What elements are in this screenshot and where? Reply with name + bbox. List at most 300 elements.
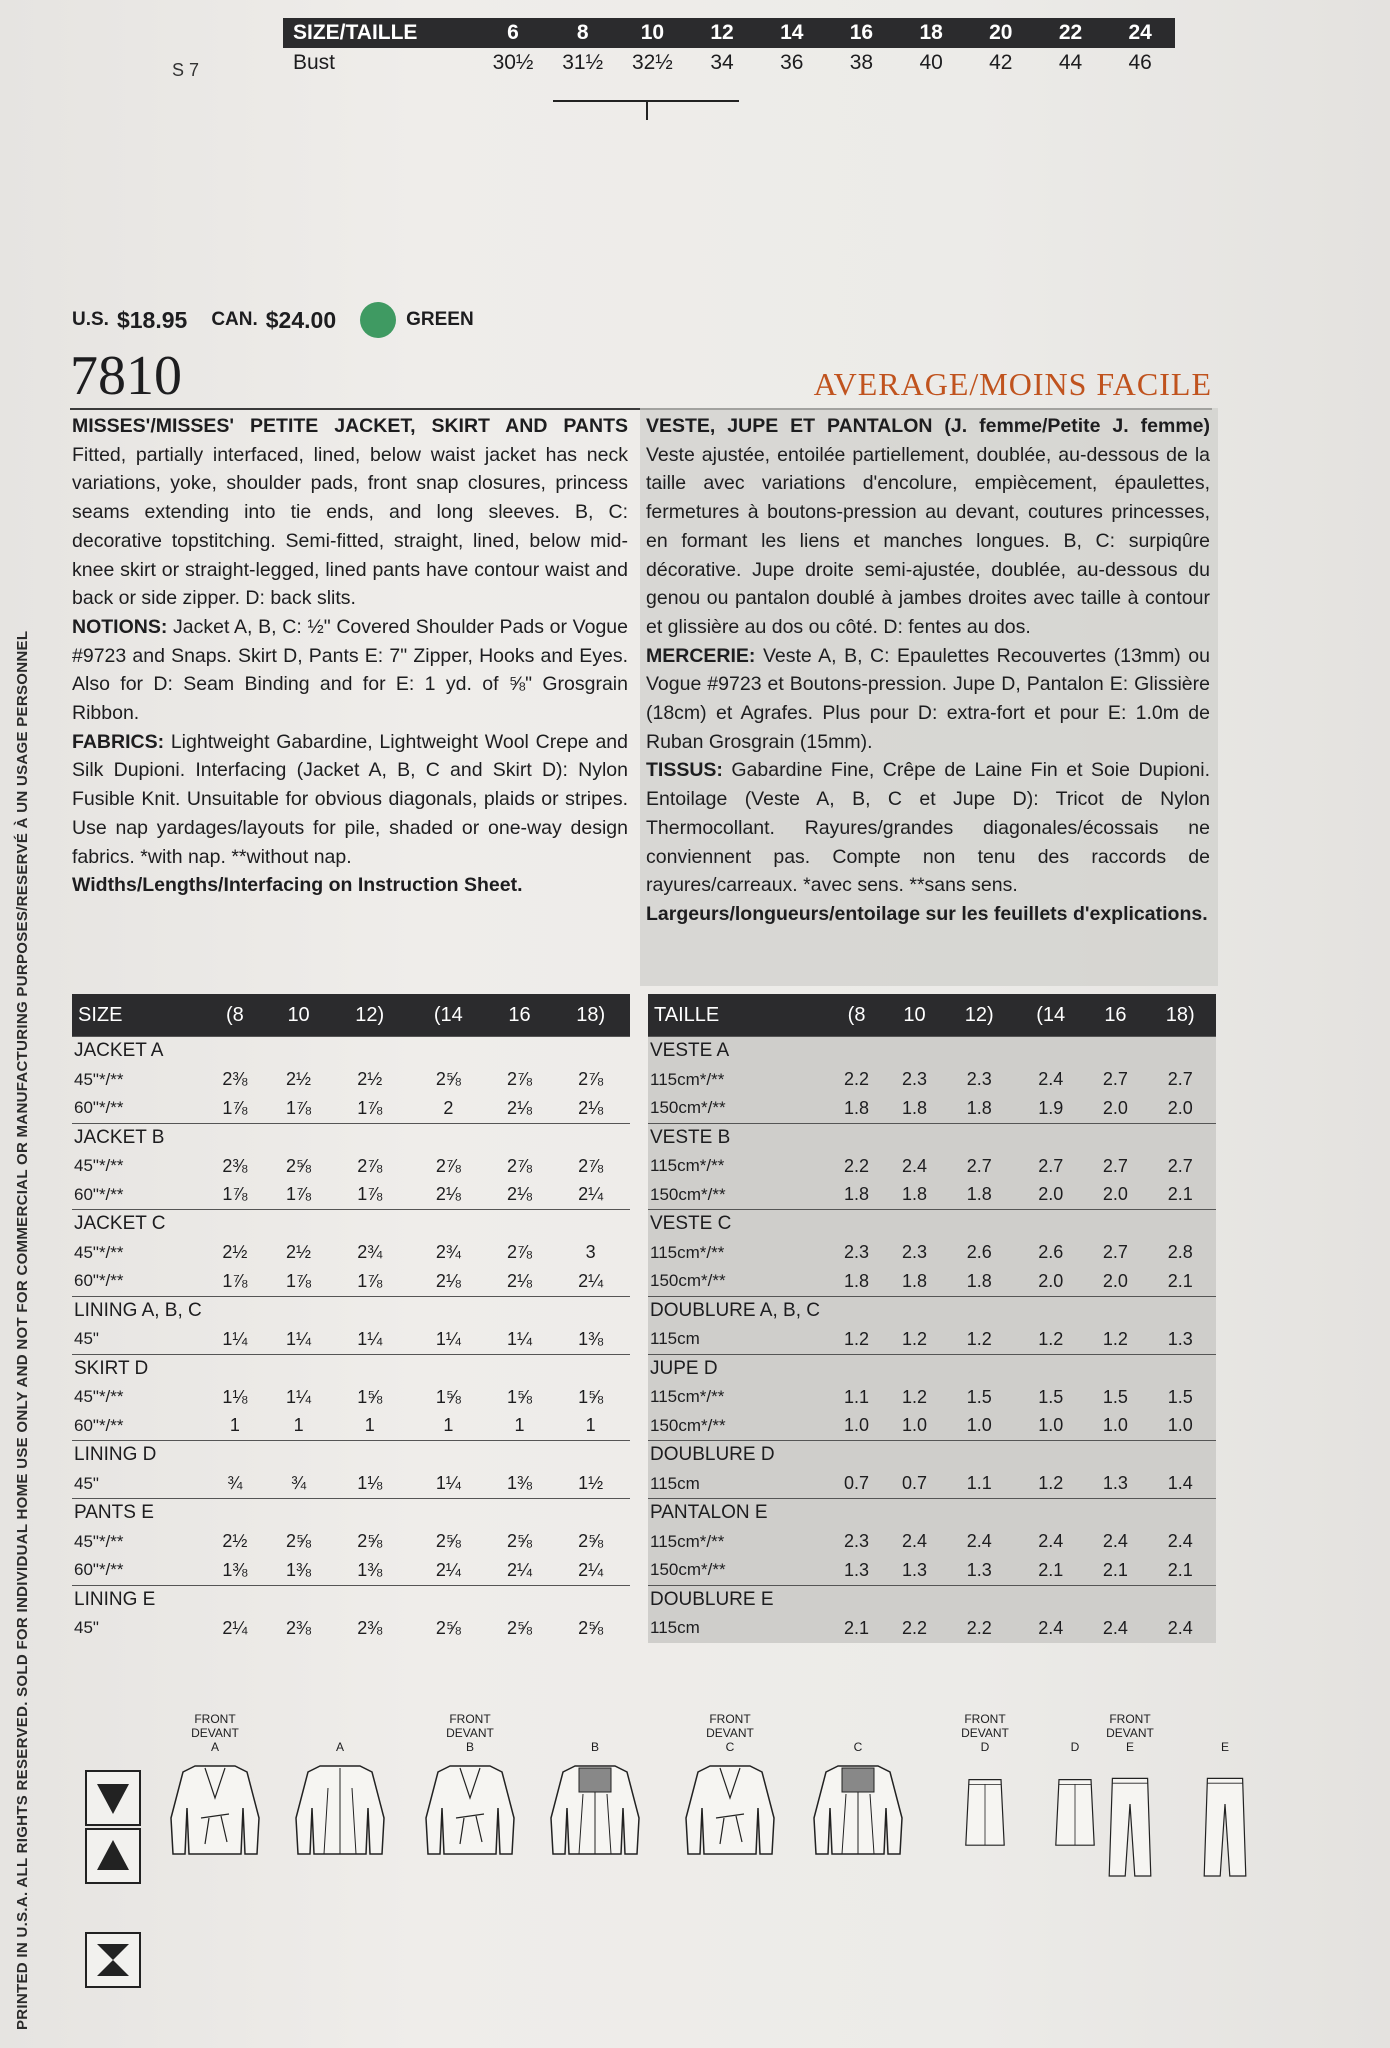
yardage-value: 2.1 xyxy=(1038,1559,1064,1580)
sketch-caption-line: A xyxy=(210,1740,219,1754)
yardage-value: 2⅝ xyxy=(506,1617,532,1638)
yardage-value: 1.0 xyxy=(1038,1415,1064,1436)
sketch-caption-line xyxy=(808,1726,908,1740)
yardage-group-label: LINING A, B, C xyxy=(72,1296,630,1325)
yardage-group-label: PANTALON E xyxy=(648,1499,1216,1528)
yardage-row xyxy=(648,1181,1216,1210)
yardage-row xyxy=(72,1325,630,1354)
yardage-group-label: JACKET C xyxy=(72,1210,630,1239)
yardage-value: 2.4 xyxy=(901,1155,927,1176)
yardage-value: 2¾ xyxy=(357,1242,383,1263)
yardage-value: 2.3 xyxy=(844,1531,870,1552)
yardage-value: 2⅞ xyxy=(578,1155,604,1176)
yardage-value: 1.0 xyxy=(844,1415,870,1436)
hourglass-icon xyxy=(85,1932,141,1988)
yardage-value: ¾ xyxy=(291,1473,307,1494)
yardage-value: 2⅛ xyxy=(506,1270,532,1291)
sketch-caption-line: E xyxy=(1220,1740,1229,1754)
yardage-value: 1⅛ xyxy=(222,1386,248,1407)
yardage-group-title xyxy=(648,1037,1216,1066)
bust-cell: 30½ xyxy=(492,51,534,74)
yardage-row xyxy=(72,1383,630,1412)
yardage-value: 2.7 xyxy=(966,1155,992,1176)
yardage-value: 2.4 xyxy=(1167,1531,1193,1552)
yardage-value: 1.1 xyxy=(966,1473,992,1494)
yardage-value: 2⅛ xyxy=(578,1097,604,1118)
yardage-row xyxy=(72,1267,630,1296)
size-cell: 22 xyxy=(1058,21,1083,44)
yardage-group-title xyxy=(648,1585,1216,1614)
yardage-value: 1.8 xyxy=(901,1097,927,1118)
sketch-caption-line: FRONT xyxy=(449,1712,491,1726)
yardage-group-title xyxy=(72,1499,630,1528)
yardage-group-label: LINING D xyxy=(72,1441,630,1470)
jacket-front-drawing xyxy=(680,1758,780,1862)
yardage-value: 2.3 xyxy=(966,1069,992,1090)
sketch-caption-line: FRONT xyxy=(1109,1712,1151,1726)
fabric-width-label: 60"*/** xyxy=(74,1415,124,1435)
sketch-caption xyxy=(808,1712,908,1758)
sketch-caption-line: D xyxy=(1070,1740,1080,1754)
yardage-value: 2.2 xyxy=(901,1617,927,1638)
instruction-note: Largeurs/longueurs/entoilage sur les feuillets d'explications. xyxy=(646,902,1208,925)
yardage-value: 1.0 xyxy=(1102,1415,1128,1436)
yardage-value: 2½ xyxy=(357,1069,383,1090)
yardage-value: 1.2 xyxy=(1038,1473,1064,1494)
fabric-width-label: 150cm*/** xyxy=(650,1184,726,1204)
yardage-header-cell: (14 xyxy=(1015,994,1087,1037)
yardage-value: 2.3 xyxy=(901,1069,927,1090)
fabric-width-label: 150cm*/** xyxy=(650,1560,726,1580)
pants-drawing xyxy=(1090,1758,1170,1898)
fabric-width-label: 115cm*/** xyxy=(650,1156,725,1176)
bust-cell: 38 xyxy=(849,51,874,74)
yardage-value: 2⅝ xyxy=(286,1531,312,1552)
yardage-row xyxy=(648,1412,1216,1441)
yardage-value: 2¼ xyxy=(222,1617,248,1638)
yardage-value: 1⅜ xyxy=(357,1559,383,1580)
us-price-label: U.S. xyxy=(72,309,109,330)
yardage-group-title xyxy=(72,1585,630,1614)
yardage-header-cell: 10 xyxy=(267,994,331,1037)
yardage-value: 2⅜ xyxy=(357,1617,383,1638)
sketch-caption-line xyxy=(1185,1712,1265,1726)
yardage-value: 2.0 xyxy=(1167,1097,1193,1118)
yardage-value: 2.7 xyxy=(1167,1069,1193,1090)
yardage-value: 2⅞ xyxy=(506,1069,532,1090)
yardage-value: 2.4 xyxy=(1102,1531,1128,1552)
yardage-value: 2⅛ xyxy=(435,1270,461,1291)
price-block xyxy=(72,302,482,338)
yardage-value: 2⅝ xyxy=(435,1069,461,1090)
sketch-caption-line: FRONT xyxy=(709,1712,751,1726)
size-cell: 20 xyxy=(989,21,1013,44)
yardage-header-cell: 18) xyxy=(1144,994,1216,1037)
yardage-value: 1 xyxy=(364,1415,375,1436)
yardage-value: 1.5 xyxy=(966,1386,992,1407)
yardage-value: 2.4 xyxy=(901,1531,927,1552)
yardage-row xyxy=(648,1239,1216,1268)
sketch-caption xyxy=(680,1712,780,1758)
difficulty-label: AVERAGE/MOINS FACILE xyxy=(813,366,1212,402)
size-cell: 14 xyxy=(780,21,804,44)
yardage-value: 2⅞ xyxy=(578,1069,604,1090)
yardage-value: 1¼ xyxy=(435,1473,461,1494)
yardage-value: 2.0 xyxy=(1102,1184,1128,1205)
yardage-value: 1 xyxy=(229,1415,240,1436)
yardage-value: 1.8 xyxy=(901,1270,927,1291)
yardage-value: 1.2 xyxy=(901,1328,927,1349)
yardage-value: 2⅞ xyxy=(506,1242,532,1263)
yardage-value: 2⅜ xyxy=(286,1617,312,1638)
yardage-value: 2¼ xyxy=(578,1270,604,1291)
yardage-value: 1¼ xyxy=(506,1328,532,1349)
cutting-symbols xyxy=(85,1770,140,1990)
yardage-value: 1⅞ xyxy=(357,1097,383,1118)
yardage-value: 1.3 xyxy=(901,1559,927,1580)
sketch-caption-line: D xyxy=(980,1740,990,1754)
fabric-width-label: 45"*/** xyxy=(74,1242,124,1262)
yardage-value: 1.8 xyxy=(844,1184,870,1205)
fabric-width-label: 60"*/** xyxy=(74,1560,124,1580)
yardage-header-cell: SIZE xyxy=(72,994,203,1037)
fabric-width-label: 115cm*/** xyxy=(650,1387,725,1407)
size-cell: 6 xyxy=(507,21,519,44)
yardage-value: 1⅛ xyxy=(357,1473,383,1494)
yardage-group-label: LINING E xyxy=(72,1585,630,1614)
yardage-value: 2 xyxy=(443,1097,454,1118)
yardage-value: 1⅞ xyxy=(286,1097,312,1118)
yardage-row xyxy=(648,1152,1216,1181)
fabric-width-label: 115cm*/** xyxy=(650,1242,725,1262)
yardage-value: 2⅝ xyxy=(286,1155,312,1176)
bust-cell: 40 xyxy=(919,51,943,74)
size-chart-header xyxy=(283,18,1175,48)
yardage-value: 2⅝ xyxy=(506,1531,532,1552)
yardage-value: 1⅜ xyxy=(222,1559,248,1580)
yardage-header-cell: (14 xyxy=(409,994,488,1037)
yardage-value: 2⅞ xyxy=(357,1155,383,1176)
garment-sketch xyxy=(420,1712,520,1862)
description-body: Veste ajustée, entoilée partiellement, doublée, au-dessous de la taille avec variations d'encolure, empiècement, épaulettes, fermetures à boutons-pression au devant, coutures princesses, en formant les liens et manches longues. B, C: surpiqûre décorative. Jupe droite semi-ajustée, doublée, au-dessous du genou ou pantalon doublé à jambes droites avec taille à contour et glissière au dos ou côté. D: fentes au dos. xyxy=(646,443,1210,638)
bust-row xyxy=(283,48,1175,78)
yardage-group-label: VESTE B xyxy=(648,1123,1216,1152)
yardage-row xyxy=(648,1066,1216,1095)
fabrics-label: FABRICS: xyxy=(72,730,165,753)
yardage-group-label: DOUBLURE E xyxy=(648,1585,1216,1614)
description-title: VESTE, JUPE ET PANTALON (J. femme/Petite J. femme) xyxy=(646,415,1210,437)
yardage-value: 1.3 xyxy=(844,1559,870,1580)
yardage-value: 2.2 xyxy=(966,1617,992,1638)
yardage-value: 1.0 xyxy=(901,1415,927,1436)
yardage-value: 2.3 xyxy=(901,1242,927,1263)
size-range-mark: S 7 xyxy=(172,60,200,80)
yardage-value: 1¼ xyxy=(222,1328,248,1349)
yardage-value: 1 xyxy=(514,1415,525,1436)
fabric-width-label: 45" xyxy=(74,1329,99,1349)
sketch-caption-line xyxy=(545,1726,645,1740)
fabrics-text: Gabardine Fine, Crêpe de Laine Fin et Soie Dupioni. Entoilage (Veste A, B, C et Jupe D): Tricot de Nylon Thermocollant. Rayures/grandes diagonales/écossais ne conviennent pas. Compte non tenu des raccords de rayures/carreaux. *avec sens. **sans sens. xyxy=(646,759,1210,897)
sketch-caption xyxy=(1185,1712,1265,1758)
notions-text: Veste A, B, C: Epaulettes Recouvertes (13mm) ou Vogue #9723 et Boutons-pression. Jupe D, Pantalon E: Glissière (18cm) et Agrafes. Plus pour D: extra-fort et pour E: 1.0m de Ruban Grosgrain (15mm). xyxy=(646,644,1210,753)
fabric-width-label: 60"*/** xyxy=(74,1184,124,1204)
fabric-width-label: 150cm*/** xyxy=(650,1271,726,1291)
yardage-group-title xyxy=(648,1441,1216,1470)
sketch-caption-line: FRONT xyxy=(964,1712,1006,1726)
yardage-header xyxy=(72,994,630,1037)
yardage-value: 0.7 xyxy=(844,1473,870,1494)
sketch-caption-line: DEVANT xyxy=(961,1726,1009,1740)
yardage-group-label: SKIRT D xyxy=(72,1354,630,1383)
yardage-value: 2½ xyxy=(286,1069,312,1090)
yardage-row xyxy=(72,1094,630,1123)
yardage-value: 0.7 xyxy=(901,1473,927,1494)
fabric-width-label: 150cm*/** xyxy=(650,1415,726,1435)
fabric-width-label: 45"*/** xyxy=(74,1387,124,1407)
yardage-value: 2¼ xyxy=(578,1184,604,1205)
yardage-group-title xyxy=(648,1296,1216,1325)
skirt-drawing xyxy=(945,1758,1025,1862)
yardage-group-label: VESTE A xyxy=(648,1037,1216,1066)
yardage-value: 1¼ xyxy=(286,1328,312,1349)
yardage-value: 1.8 xyxy=(901,1184,927,1205)
yardage-value: 2.0 xyxy=(1038,1270,1064,1291)
yardage-value: 1 xyxy=(293,1415,304,1436)
yardage-value: 1.5 xyxy=(1038,1386,1064,1407)
fabric-width-label: 45"*/** xyxy=(74,1069,124,1089)
yardage-row xyxy=(648,1094,1216,1123)
yardage-value: 1.2 xyxy=(844,1328,870,1349)
size-cell: 18 xyxy=(919,21,943,44)
yardage-header-cell: (8 xyxy=(203,994,267,1037)
sketch-caption-line: B xyxy=(465,1740,474,1754)
fabric-width-label: 60"*/** xyxy=(74,1098,124,1118)
jacket-back-yoke-drawing xyxy=(808,1758,908,1862)
yardage-group-title xyxy=(72,1210,630,1239)
sketch-caption-line: DEVANT xyxy=(706,1726,754,1740)
yardage-value: 2.6 xyxy=(1038,1242,1064,1263)
garment-sketch xyxy=(545,1712,645,1862)
sketch-caption-line xyxy=(1185,1726,1265,1740)
size-cell: 24 xyxy=(1128,21,1152,44)
yardage-group-title xyxy=(72,1037,630,1066)
yardage-table-french xyxy=(648,994,1216,1643)
yardage-table-english xyxy=(72,994,630,1643)
yardage-header-cell: 18) xyxy=(551,994,630,1037)
yardage-value: 1⅜ xyxy=(578,1328,604,1349)
garment-sketch xyxy=(1185,1712,1265,1898)
yardage-value: 1.0 xyxy=(966,1415,992,1436)
yardage-value: 1⅜ xyxy=(286,1559,312,1580)
sketch-caption xyxy=(420,1712,520,1758)
color-code-label: GREEN xyxy=(406,309,474,330)
sketch-caption-line: C xyxy=(725,1740,735,1754)
yardage-value: 2.4 xyxy=(1038,1531,1064,1552)
description-french xyxy=(646,412,1210,929)
yardage-value: 1⅞ xyxy=(222,1270,248,1291)
yardage-value: 1¼ xyxy=(286,1386,312,1407)
yardage-value: 1⅞ xyxy=(222,1097,248,1118)
fabric-width-label: 60"*/** xyxy=(74,1271,124,1291)
yardage-row xyxy=(648,1556,1216,1585)
yardage-value: 1⅜ xyxy=(506,1473,532,1494)
yardage-value: 2.2 xyxy=(844,1069,870,1090)
yardage-value: 2.4 xyxy=(1167,1617,1193,1638)
yardage-value: 1.3 xyxy=(1167,1328,1193,1349)
sketch-caption xyxy=(945,1712,1025,1758)
sketch-caption-line: FRONT xyxy=(194,1712,236,1726)
size-cell: 8 xyxy=(576,21,589,44)
yardage-value: 1.5 xyxy=(1102,1386,1128,1407)
yardage-header-cell: 16 xyxy=(488,994,552,1037)
yardage-value: 2.4 xyxy=(966,1531,992,1552)
yardage-header-cell: 12) xyxy=(330,994,409,1037)
yardage-value: 1¼ xyxy=(357,1328,383,1349)
fabric-width-label: 45" xyxy=(74,1473,99,1493)
yardage-header-cell: 16 xyxy=(1086,994,1144,1037)
yardage-value: 1.9 xyxy=(1038,1097,1064,1118)
yardage-row xyxy=(648,1614,1216,1643)
yardage-value: 2½ xyxy=(222,1242,248,1263)
bust-cell: 46 xyxy=(1128,51,1152,74)
yardage-row xyxy=(72,1556,630,1585)
bust-cell: 32½ xyxy=(631,51,673,74)
yardage-value: 2⅝ xyxy=(435,1617,461,1638)
sketch-caption-line xyxy=(808,1712,908,1726)
yardage-value: 1½ xyxy=(578,1473,604,1494)
yardage-value: 2.4 xyxy=(1038,1069,1064,1090)
yardage-value: 2⅛ xyxy=(435,1184,461,1205)
yardage-row xyxy=(72,1152,630,1181)
yardage-value: 2.8 xyxy=(1167,1242,1193,1263)
yardage-value: 1.8 xyxy=(966,1097,992,1118)
yardage-value: 2⅜ xyxy=(222,1155,248,1176)
sketch-caption-line: DEVANT xyxy=(446,1726,494,1740)
sketch-caption-line: E xyxy=(1125,1740,1134,1754)
yardage-group-label: JACKET A xyxy=(72,1037,630,1066)
bust-cell: 34 xyxy=(710,51,734,74)
bust-label: Bust xyxy=(293,51,336,74)
yardage-group-title xyxy=(72,1354,630,1383)
yardage-group-title xyxy=(648,1210,1216,1239)
yardage-value: 2.1 xyxy=(1102,1559,1128,1580)
yardage-value: 3 xyxy=(585,1242,596,1263)
yardage-header-cell: TAILLE xyxy=(648,994,828,1037)
yardage-row xyxy=(72,1614,630,1643)
yardage-value: 2¼ xyxy=(435,1559,461,1580)
yardage-group-label: VESTE C xyxy=(648,1210,1216,1239)
yardage-header xyxy=(648,994,1216,1037)
yardage-group-label: DOUBLURE D xyxy=(648,1441,1216,1470)
yardage-value: 1 xyxy=(443,1415,454,1436)
yardage-value: 2.7 xyxy=(1102,1242,1128,1263)
yardage-value: 2⅛ xyxy=(506,1184,532,1205)
yardage-value: 1.5 xyxy=(1167,1386,1193,1407)
yardage-group-title xyxy=(648,1354,1216,1383)
jacket-back-yoke-drawing xyxy=(545,1758,645,1862)
yardage-value: 2.6 xyxy=(966,1242,992,1263)
garment-sketch xyxy=(290,1712,390,1862)
yardage-value: 1 xyxy=(585,1415,596,1436)
yardage-value: 2⅝ xyxy=(578,1617,604,1638)
size-cell: 12 xyxy=(710,21,734,44)
yardage-value: 2.4 xyxy=(1102,1617,1128,1638)
yardage-value: 1.3 xyxy=(966,1559,992,1580)
yardage-value: 1.8 xyxy=(844,1097,870,1118)
copyright-notice: PRINTED IN U.S.A. ALL RIGHTS RESERVED. SOLD FOR INDIVIDUAL HOME USE ONLY AND NOT FOR COMMERCIAL OR MANUFACTURING PURPOSES/RESERVÉ À UN USAGE PERSONNEL xyxy=(14,630,31,2030)
jacket-front-drawing xyxy=(420,1758,520,1862)
bust-cell: 36 xyxy=(780,51,804,74)
yardage-row xyxy=(72,1066,630,1095)
yardage-value: 2.3 xyxy=(844,1242,870,1263)
yardage-row xyxy=(648,1383,1216,1412)
description-body: Fitted, partially interfaced, lined, below waist jacket has neck variations, yoke, shoulder pads, front snap closures, princess seams extending into tie ends, and long sleeves. B, C: decorative topstitching. Semi-fitted, straight, lined, below mid-knee skirt or straight-legged, lined pants have contour waist and back or side zipper. D: back slits. xyxy=(72,443,628,610)
yardage-value: 1⅞ xyxy=(357,1270,383,1291)
fabric-width-label: 115cm*/** xyxy=(650,1531,725,1551)
yardage-row xyxy=(648,1470,1216,1499)
yardage-value: 1.8 xyxy=(966,1184,992,1205)
yardage-value: 1.1 xyxy=(844,1386,870,1407)
yardage-value: 2.0 xyxy=(1102,1097,1128,1118)
color-code-dot xyxy=(360,302,396,338)
arrow-up-icon xyxy=(85,1828,141,1884)
garment-sketch xyxy=(808,1712,908,1862)
yardage-header-cell: (8 xyxy=(828,994,886,1037)
yardage-value: 2.1 xyxy=(1167,1559,1193,1580)
yardage-value: 2.1 xyxy=(844,1617,870,1638)
size-cell: 10 xyxy=(640,21,665,44)
jacket-back-drawing xyxy=(290,1758,390,1862)
yardage-group-title xyxy=(648,1499,1216,1528)
yardage-value: 1¼ xyxy=(435,1328,461,1349)
garment-sketch xyxy=(680,1712,780,1862)
can-price: $24.00 xyxy=(265,306,337,333)
fabric-width-label: 150cm*/** xyxy=(650,1098,726,1118)
sketch-caption-line: C xyxy=(853,1740,863,1754)
yardage-row xyxy=(648,1528,1216,1557)
sketch-caption-line xyxy=(290,1726,390,1740)
yardage-value: 2.4 xyxy=(1038,1617,1064,1638)
description-title: MISSES'/MISSES' PETITE JACKET, SKIRT AND PANTS xyxy=(72,415,628,437)
yardage-value: 2⅛ xyxy=(506,1097,532,1118)
sketch-caption-line: DEVANT xyxy=(1106,1726,1154,1740)
yardage-value: 2½ xyxy=(286,1242,312,1263)
yardage-value: ¾ xyxy=(227,1473,243,1494)
fabric-width-label: 115cm xyxy=(650,1329,700,1349)
yardage-row xyxy=(72,1412,630,1441)
us-price: $18.95 xyxy=(116,306,188,333)
sketch-caption xyxy=(165,1712,265,1758)
fabrics-label: TISSUS: xyxy=(646,759,723,782)
yardage-value: 2⅜ xyxy=(222,1069,248,1090)
yardage-value: 1⅝ xyxy=(506,1386,532,1407)
yardage-value: 1.2 xyxy=(1038,1328,1064,1349)
yardage-row xyxy=(648,1267,1216,1296)
yardage-value: 2¼ xyxy=(506,1559,532,1580)
garment-sketch xyxy=(945,1712,1025,1862)
yardage-value: 2.0 xyxy=(1038,1184,1064,1205)
yardage-value: 1⅞ xyxy=(286,1270,312,1291)
yardage-value: 2.7 xyxy=(1167,1155,1193,1176)
sketch-caption-line: B xyxy=(590,1740,599,1754)
fabric-width-label: 115cm xyxy=(650,1618,700,1638)
fabric-width-label: 115cm*/** xyxy=(650,1069,725,1089)
yardage-value: 2½ xyxy=(222,1531,248,1552)
yardage-value: 2⅞ xyxy=(506,1155,532,1176)
yardage-value: 2⅝ xyxy=(357,1531,383,1552)
sketch-caption-line xyxy=(545,1712,645,1726)
size-cell: 16 xyxy=(849,21,874,44)
